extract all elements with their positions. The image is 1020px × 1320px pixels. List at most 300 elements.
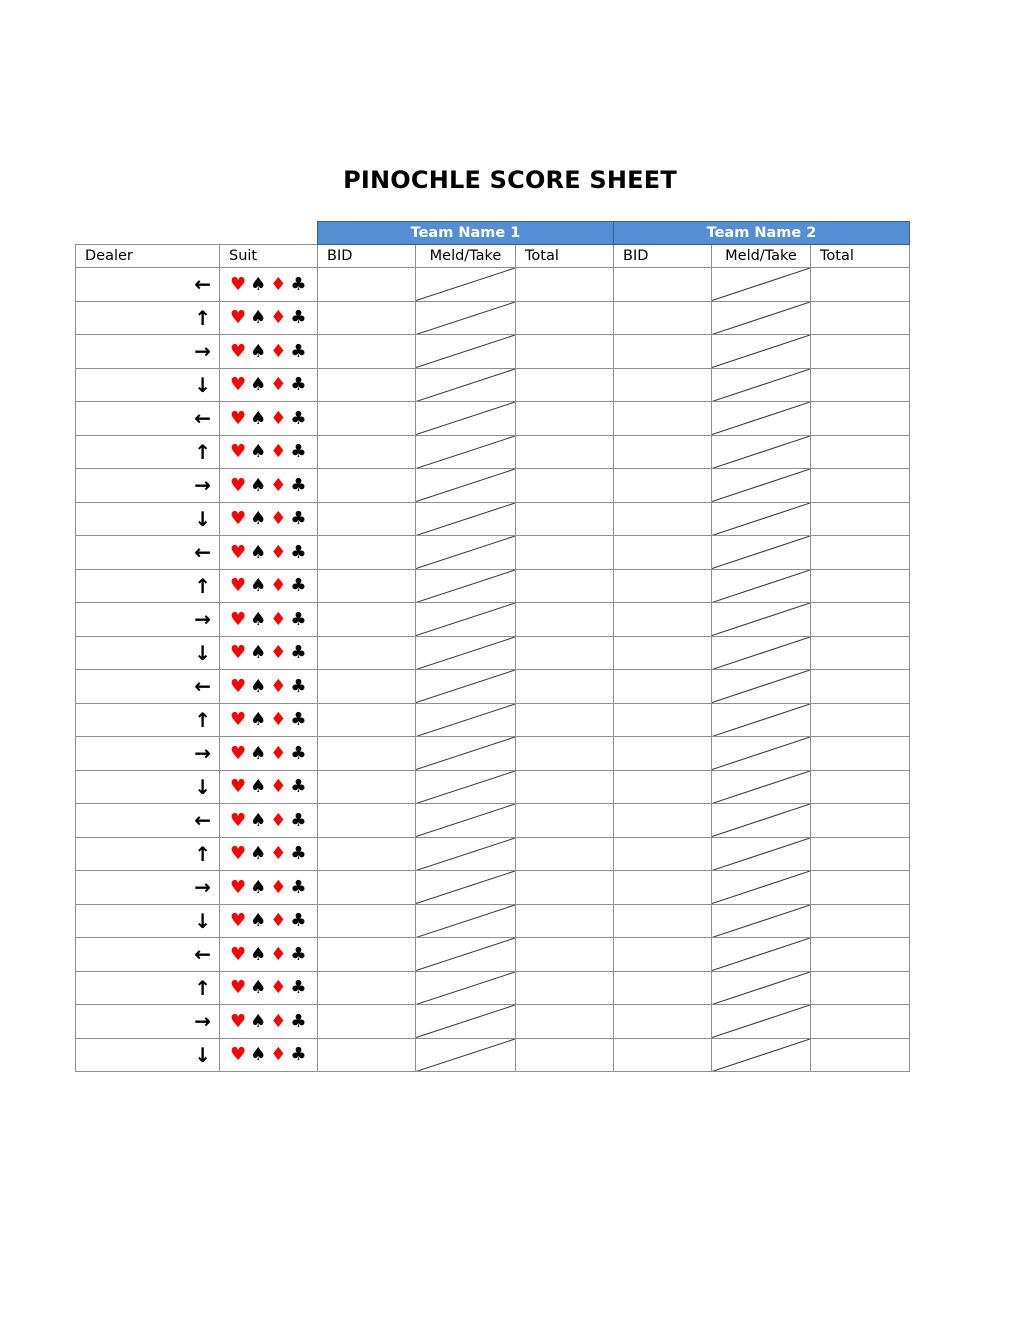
- team-2-bid-cell[interactable]: [614, 435, 712, 469]
- team-2-total-cell[interactable]: [811, 871, 910, 905]
- team-2-total-cell[interactable]: [811, 804, 910, 838]
- team-1-meld-take-cell[interactable]: [416, 636, 516, 670]
- team-2-bid-cell[interactable]: [614, 904, 712, 938]
- team-1-total-cell[interactable]: [516, 268, 614, 302]
- team-1-bid-cell[interactable]: [318, 469, 416, 503]
- suit-cell[interactable]: [220, 904, 318, 938]
- team-1-total-cell[interactable]: [516, 301, 614, 335]
- suit-cell[interactable]: [220, 1038, 318, 1072]
- suit-cell[interactable]: [220, 837, 318, 871]
- team-1-total-cell[interactable]: [516, 837, 614, 871]
- team-2-meld-take-cell[interactable]: [712, 804, 811, 838]
- dealer-cell[interactable]: [76, 737, 220, 771]
- team-1-total-cell[interactable]: [516, 469, 614, 503]
- club-icon[interactable]: ♣: [290, 675, 307, 697]
- diamond-icon[interactable]: ♦: [270, 776, 287, 798]
- diamond-icon[interactable]: ♦: [270, 541, 287, 563]
- team-2-meld-take-cell[interactable]: [712, 636, 811, 670]
- team-1-meld-take-cell[interactable]: [416, 301, 516, 335]
- diamond-icon[interactable]: ♦: [270, 441, 287, 463]
- team-2-total-cell[interactable]: [811, 636, 910, 670]
- team-1-total-cell[interactable]: [516, 368, 614, 402]
- team-1-meld-take-cell[interactable]: [416, 569, 516, 603]
- team-2-total-cell[interactable]: [811, 301, 910, 335]
- team-2-total-cell[interactable]: [811, 938, 910, 972]
- dealer-cell[interactable]: [76, 971, 220, 1005]
- team-2-total-cell[interactable]: [811, 670, 910, 704]
- heart-icon[interactable]: ♥: [230, 407, 247, 429]
- team-2-meld-take-cell[interactable]: [712, 837, 811, 871]
- team-2-total-cell[interactable]: [811, 536, 910, 570]
- suit-cell[interactable]: [220, 971, 318, 1005]
- team-1-total-cell[interactable]: [516, 335, 614, 369]
- team-2-meld-take-cell[interactable]: [712, 536, 811, 570]
- team-1-total-cell[interactable]: [516, 804, 614, 838]
- dealer-cell[interactable]: [76, 837, 220, 871]
- suit-cell[interactable]: [220, 703, 318, 737]
- club-icon[interactable]: ♣: [290, 541, 307, 563]
- team-1-total-cell[interactable]: [516, 971, 614, 1005]
- spade-icon[interactable]: ♠: [250, 943, 267, 965]
- diamond-icon[interactable]: ♦: [270, 742, 287, 764]
- team-2-meld-take-cell[interactable]: [712, 502, 811, 536]
- club-icon[interactable]: ♣: [290, 742, 307, 764]
- suit-cell[interactable]: [220, 636, 318, 670]
- team-2-total-cell[interactable]: [811, 737, 910, 771]
- diamond-icon[interactable]: ♦: [270, 608, 287, 630]
- team-1-meld-take-cell[interactable]: [416, 368, 516, 402]
- club-icon[interactable]: ♣: [290, 876, 307, 898]
- dealer-cell[interactable]: [76, 1005, 220, 1039]
- team-2-bid-cell[interactable]: [614, 670, 712, 704]
- heart-icon[interactable]: ♥: [230, 709, 247, 731]
- page-title: PINOCHLE SCORE SHEET: [343, 166, 677, 194]
- spade-icon[interactable]: ♠: [250, 575, 267, 597]
- team-2-bid-cell[interactable]: [614, 536, 712, 570]
- team-2-meld-take-cell[interactable]: [712, 904, 811, 938]
- team-2-meld-take-cell[interactable]: [712, 335, 811, 369]
- team-1-meld-take-cell[interactable]: [416, 469, 516, 503]
- club-icon[interactable]: ♣: [290, 608, 307, 630]
- diamond-icon[interactable]: ♦: [270, 675, 287, 697]
- club-icon[interactable]: ♣: [290, 340, 307, 362]
- team-2-total-cell[interactable]: [811, 837, 910, 871]
- diamond-icon[interactable]: ♦: [270, 340, 287, 362]
- spade-icon[interactable]: ♠: [250, 608, 267, 630]
- heart-icon[interactable]: ♥: [230, 608, 247, 630]
- team-1-name[interactable]: Team Name 1: [318, 222, 614, 245]
- team-1-total-cell[interactable]: [516, 938, 614, 972]
- team-2-meld-take-cell[interactable]: [712, 368, 811, 402]
- suit-cell[interactable]: [220, 268, 318, 302]
- team-2-meld-take-cell[interactable]: [712, 971, 811, 1005]
- team-2-meld-take-header: Meld/Take: [712, 245, 811, 268]
- team-2-total-cell[interactable]: [811, 904, 910, 938]
- team-2-meld-take-cell[interactable]: [712, 603, 811, 637]
- team-2-bid-cell[interactable]: [614, 335, 712, 369]
- team-2-meld-take-cell[interactable]: [712, 938, 811, 972]
- diamond-icon[interactable]: ♦: [270, 642, 287, 664]
- team-2-bid-cell[interactable]: [614, 971, 712, 1005]
- team-1-total-cell[interactable]: [516, 636, 614, 670]
- diamond-icon[interactable]: ♦: [270, 407, 287, 429]
- spade-icon[interactable]: ♠: [250, 876, 267, 898]
- team-1-meld-take-cell[interactable]: [416, 938, 516, 972]
- heart-icon[interactable]: ♥: [230, 742, 247, 764]
- team-2-total-cell[interactable]: [811, 335, 910, 369]
- suit-cell[interactable]: [220, 301, 318, 335]
- club-icon[interactable]: ♣: [290, 474, 307, 496]
- dealer-cell[interactable]: [76, 703, 220, 737]
- team-1-bid-cell[interactable]: [318, 636, 416, 670]
- team-2-bid-cell[interactable]: [614, 569, 712, 603]
- team-1-meld-take-cell[interactable]: [416, 837, 516, 871]
- heart-icon[interactable]: ♥: [230, 943, 247, 965]
- team-1-meld-take-cell[interactable]: [416, 770, 516, 804]
- team-1-total-cell[interactable]: [516, 670, 614, 704]
- club-icon[interactable]: ♣: [290, 307, 307, 329]
- team-2-meld-take-cell[interactable]: [712, 670, 811, 704]
- team-2-meld-take-cell[interactable]: [712, 268, 811, 302]
- spade-icon[interactable]: ♠: [250, 307, 267, 329]
- dealer-cell[interactable]: [76, 938, 220, 972]
- team-2-total-cell[interactable]: [811, 268, 910, 302]
- team-1-bid-cell[interactable]: [318, 569, 416, 603]
- club-icon[interactable]: ♣: [290, 977, 307, 999]
- heart-icon[interactable]: ♥: [230, 474, 247, 496]
- team-2-bid-cell[interactable]: [614, 703, 712, 737]
- suit-cell[interactable]: [220, 670, 318, 704]
- team-1-meld-take-cell[interactable]: [416, 335, 516, 369]
- diamond-icon[interactable]: ♦: [270, 910, 287, 932]
- club-icon[interactable]: ♣: [290, 508, 307, 530]
- team-2-total-cell[interactable]: [811, 368, 910, 402]
- team-2-bid-cell[interactable]: [614, 402, 712, 436]
- team-2-bid-cell[interactable]: [614, 804, 712, 838]
- team-1-meld-take-cell[interactable]: [416, 402, 516, 436]
- diamond-icon[interactable]: ♦: [270, 273, 287, 295]
- team-1-meld-take-cell[interactable]: [416, 703, 516, 737]
- club-icon[interactable]: ♣: [290, 1044, 307, 1066]
- team-1-bid-cell[interactable]: [318, 301, 416, 335]
- team-2-total-cell[interactable]: [811, 469, 910, 503]
- team-2-total-cell[interactable]: [811, 1038, 910, 1072]
- heart-icon[interactable]: ♥: [230, 776, 247, 798]
- suit-cell[interactable]: [220, 368, 318, 402]
- table-row: [76, 770, 910, 804]
- team-1-bid-cell[interactable]: [318, 603, 416, 637]
- team-1-total-cell[interactable]: [516, 603, 614, 637]
- team-1-bid-cell[interactable]: [318, 268, 416, 302]
- heart-icon[interactable]: ♥: [230, 508, 247, 530]
- team-2-meld-take-cell[interactable]: [712, 1038, 811, 1072]
- spade-icon[interactable]: ♠: [250, 273, 267, 295]
- heart-icon[interactable]: ♥: [230, 910, 247, 932]
- team-2-bid-cell[interactable]: [614, 368, 712, 402]
- team-2-bid-cell[interactable]: [614, 603, 712, 637]
- team-1-bid-cell[interactable]: [318, 368, 416, 402]
- spade-icon[interactable]: ♠: [250, 642, 267, 664]
- suit-cell[interactable]: [220, 469, 318, 503]
- suit-cell[interactable]: [220, 335, 318, 369]
- heart-icon[interactable]: ♥: [230, 541, 247, 563]
- team-2-bid-cell[interactable]: [614, 469, 712, 503]
- team-2-bid-cell[interactable]: [614, 268, 712, 302]
- spade-icon[interactable]: ♠: [250, 340, 267, 362]
- spade-icon[interactable]: ♠: [250, 541, 267, 563]
- spade-icon[interactable]: ♠: [250, 1010, 267, 1032]
- team-2-bid-cell[interactable]: [614, 1038, 712, 1072]
- team-1-total-cell[interactable]: [516, 536, 614, 570]
- diamond-icon[interactable]: ♦: [270, 575, 287, 597]
- team-1-meld-take-cell[interactable]: [416, 804, 516, 838]
- heart-icon[interactable]: ♥: [230, 642, 247, 664]
- dealer-cell[interactable]: [76, 402, 220, 436]
- team-1-total-cell[interactable]: [516, 703, 614, 737]
- diamond-icon[interactable]: ♦: [270, 876, 287, 898]
- team-1-bid-cell[interactable]: [318, 938, 416, 972]
- club-icon[interactable]: ♣: [290, 575, 307, 597]
- team-2-bid-cell[interactable]: [614, 837, 712, 871]
- team-2-meld-take-cell[interactable]: [712, 569, 811, 603]
- team-2-meld-take-cell[interactable]: [712, 402, 811, 436]
- diamond-icon[interactable]: ♦: [270, 977, 287, 999]
- heart-icon[interactable]: ♥: [230, 977, 247, 999]
- team-2-total-cell[interactable]: [811, 603, 910, 637]
- dealer-cell[interactable]: [76, 469, 220, 503]
- diamond-icon[interactable]: ♦: [270, 843, 287, 865]
- heart-icon[interactable]: ♥: [230, 876, 247, 898]
- club-icon[interactable]: ♣: [290, 374, 307, 396]
- team-2-total-cell[interactable]: [811, 435, 910, 469]
- team-2-bid-cell[interactable]: [614, 636, 712, 670]
- diamond-icon[interactable]: ♦: [270, 943, 287, 965]
- team-1-meld-take-cell[interactable]: [416, 904, 516, 938]
- dealer-cell[interactable]: [76, 435, 220, 469]
- team-2-name[interactable]: Team Name 2: [614, 222, 910, 245]
- spade-icon[interactable]: ♠: [250, 441, 267, 463]
- team-2-total-cell[interactable]: [811, 502, 910, 536]
- team-1-total-cell[interactable]: [516, 904, 614, 938]
- diamond-icon[interactable]: ♦: [270, 474, 287, 496]
- suit-cell[interactable]: [220, 603, 318, 637]
- team-1-meld-take-cell[interactable]: [416, 670, 516, 704]
- team-1-total-cell[interactable]: [516, 569, 614, 603]
- heart-icon[interactable]: ♥: [230, 1010, 247, 1032]
- dealer-cell[interactable]: [76, 636, 220, 670]
- diamond-icon[interactable]: ♦: [270, 809, 287, 831]
- team-2-bid-cell[interactable]: [614, 770, 712, 804]
- club-icon[interactable]: ♣: [290, 273, 307, 295]
- team-1-meld-take-cell[interactable]: [416, 268, 516, 302]
- spade-icon[interactable]: ♠: [250, 910, 267, 932]
- heart-icon[interactable]: ♥: [230, 273, 247, 295]
- team-1-meld-take-cell[interactable]: [416, 971, 516, 1005]
- team-1-bid-cell[interactable]: [318, 904, 416, 938]
- dealer-cell[interactable]: [76, 871, 220, 905]
- dealer-cell[interactable]: [76, 904, 220, 938]
- club-icon[interactable]: ♣: [290, 843, 307, 865]
- team-1-bid-cell[interactable]: [318, 502, 416, 536]
- spade-icon[interactable]: ♠: [250, 508, 267, 530]
- team-1-bid-cell[interactable]: [318, 536, 416, 570]
- arrow-down-icon: ↓: [194, 908, 211, 933]
- suit-cell[interactable]: [220, 502, 318, 536]
- team-2-meld-take-cell[interactable]: [712, 871, 811, 905]
- spade-icon[interactable]: ♠: [250, 776, 267, 798]
- arrow-up-icon: ↑: [194, 305, 211, 330]
- diamond-icon[interactable]: ♦: [270, 1044, 287, 1066]
- arrow-left-icon: ←: [194, 540, 211, 565]
- dealer-cell[interactable]: [76, 1038, 220, 1072]
- heart-icon[interactable]: ♥: [230, 575, 247, 597]
- team-1-bid-cell[interactable]: [318, 670, 416, 704]
- spade-icon[interactable]: ♠: [250, 742, 267, 764]
- dealer-cell[interactable]: [76, 335, 220, 369]
- team-1-total-cell[interactable]: [516, 737, 614, 771]
- team-1-total-cell[interactable]: [516, 402, 614, 436]
- heart-icon[interactable]: ♥: [230, 441, 247, 463]
- team-2-bid-cell[interactable]: [614, 938, 712, 972]
- team-1-meld-take-cell[interactable]: [416, 1005, 516, 1039]
- dealer-cell[interactable]: [76, 770, 220, 804]
- team-1-bid-cell[interactable]: [318, 335, 416, 369]
- team-1-meld-take-cell[interactable]: [416, 737, 516, 771]
- team-2-bid-cell[interactable]: [614, 737, 712, 771]
- spade-icon[interactable]: ♠: [250, 675, 267, 697]
- arrow-right-icon: →: [194, 875, 211, 900]
- team-1-bid-cell[interactable]: [318, 703, 416, 737]
- team-1-meld-take-cell[interactable]: [416, 502, 516, 536]
- spade-icon[interactable]: ♠: [250, 474, 267, 496]
- team-2-total-cell[interactable]: [811, 1005, 910, 1039]
- club-icon[interactable]: ♣: [290, 709, 307, 731]
- club-icon[interactable]: ♣: [290, 407, 307, 429]
- team-1-meld-take-cell[interactable]: [416, 1038, 516, 1072]
- club-icon[interactable]: ♣: [290, 776, 307, 798]
- heart-icon[interactable]: ♥: [230, 675, 247, 697]
- suit-cell[interactable]: [220, 804, 318, 838]
- team-1-total-cell[interactable]: [516, 871, 614, 905]
- team-1-bid-cell[interactable]: [318, 804, 416, 838]
- team-1-bid-cell[interactable]: [318, 837, 416, 871]
- heart-icon[interactable]: ♥: [230, 809, 247, 831]
- team-2-meld-take-cell[interactable]: [712, 770, 811, 804]
- suit-cell[interactable]: [220, 938, 318, 972]
- suit-cell[interactable]: [220, 569, 318, 603]
- dealer-cell[interactable]: [76, 268, 220, 302]
- team-1-meld-take-cell[interactable]: [416, 536, 516, 570]
- team-1-bid-cell[interactable]: [318, 1005, 416, 1039]
- team-2-meld-take-cell[interactable]: [712, 301, 811, 335]
- diamond-icon[interactable]: ♦: [270, 709, 287, 731]
- team-2-bid-cell[interactable]: [614, 871, 712, 905]
- heart-icon[interactable]: ♥: [230, 1044, 247, 1066]
- team-1-total-cell[interactable]: [516, 1005, 614, 1039]
- team-1-bid-cell[interactable]: [318, 971, 416, 1005]
- suit-cell[interactable]: [220, 871, 318, 905]
- spade-icon[interactable]: ♠: [250, 977, 267, 999]
- team-1-meld-take-cell[interactable]: [416, 435, 516, 469]
- team-1-bid-cell[interactable]: [318, 737, 416, 771]
- club-icon[interactable]: ♣: [290, 1010, 307, 1032]
- heart-icon[interactable]: ♥: [230, 307, 247, 329]
- team-2-total-cell[interactable]: [811, 402, 910, 436]
- team-1-bid-cell[interactable]: [318, 1038, 416, 1072]
- team-1-meld-take-cell[interactable]: [416, 871, 516, 905]
- heart-icon[interactable]: ♥: [230, 374, 247, 396]
- dealer-cell[interactable]: [76, 804, 220, 838]
- dealer-cell[interactable]: [76, 603, 220, 637]
- spade-icon[interactable]: ♠: [250, 374, 267, 396]
- dealer-cell[interactable]: [76, 569, 220, 603]
- team-1-total-cell[interactable]: [516, 1038, 614, 1072]
- team-2-bid-cell[interactable]: [614, 1005, 712, 1039]
- dealer-cell[interactable]: [76, 670, 220, 704]
- dealer-cell[interactable]: [76, 368, 220, 402]
- diamond-icon[interactable]: ♦: [270, 374, 287, 396]
- team-2-meld-take-cell[interactable]: [712, 435, 811, 469]
- team-2-meld-take-cell[interactable]: [712, 703, 811, 737]
- team-1-bid-cell[interactable]: [318, 770, 416, 804]
- team-2-total-cell[interactable]: [811, 569, 910, 603]
- club-icon[interactable]: ♣: [290, 809, 307, 831]
- suit-cell[interactable]: [220, 737, 318, 771]
- team-1-bid-cell[interactable]: [318, 402, 416, 436]
- team-1-total-cell[interactable]: [516, 502, 614, 536]
- team-2-bid-cell[interactable]: [614, 502, 712, 536]
- team-1-total-cell[interactable]: [516, 435, 614, 469]
- team-2-total-cell[interactable]: [811, 971, 910, 1005]
- suit-cell[interactable]: [220, 1005, 318, 1039]
- club-icon[interactable]: ♣: [290, 910, 307, 932]
- team-2-bid-cell[interactable]: [614, 301, 712, 335]
- diamond-icon[interactable]: ♦: [270, 508, 287, 530]
- suit-cell[interactable]: [220, 402, 318, 436]
- suit-cell[interactable]: [220, 770, 318, 804]
- team-2-meld-take-cell[interactable]: [712, 1005, 811, 1039]
- team-2-meld-take-cell[interactable]: [712, 469, 811, 503]
- spade-icon[interactable]: ♠: [250, 709, 267, 731]
- spade-icon[interactable]: ♠: [250, 1044, 267, 1066]
- team-2-meld-take-cell[interactable]: [712, 737, 811, 771]
- club-icon[interactable]: ♣: [290, 441, 307, 463]
- spade-icon[interactable]: ♠: [250, 809, 267, 831]
- spade-icon[interactable]: ♠: [250, 407, 267, 429]
- dealer-cell[interactable]: [76, 536, 220, 570]
- club-icon[interactable]: ♣: [290, 642, 307, 664]
- meld-take-divider: [712, 1039, 810, 1072]
- diamond-icon[interactable]: ♦: [270, 1010, 287, 1032]
- team-2-total-cell[interactable]: [811, 703, 910, 737]
- heart-icon[interactable]: ♥: [230, 843, 247, 865]
- team-1-bid-cell[interactable]: [318, 871, 416, 905]
- arrow-down-icon: ↓: [194, 1042, 211, 1067]
- dealer-cell[interactable]: [76, 502, 220, 536]
- team-1-meld-take-cell[interactable]: [416, 603, 516, 637]
- club-icon[interactable]: ♣: [290, 943, 307, 965]
- suit-cell[interactable]: [220, 536, 318, 570]
- arrow-down-icon: ↓: [194, 640, 211, 665]
- team-1-bid-cell[interactable]: [318, 435, 416, 469]
- suit-cell[interactable]: [220, 435, 318, 469]
- diamond-icon[interactable]: ♦: [270, 307, 287, 329]
- spade-icon[interactable]: ♠: [250, 843, 267, 865]
- team-1-total-cell[interactable]: [516, 770, 614, 804]
- dealer-cell[interactable]: [76, 301, 220, 335]
- team-2-total-cell[interactable]: [811, 770, 910, 804]
- heart-icon[interactable]: ♥: [230, 340, 247, 362]
